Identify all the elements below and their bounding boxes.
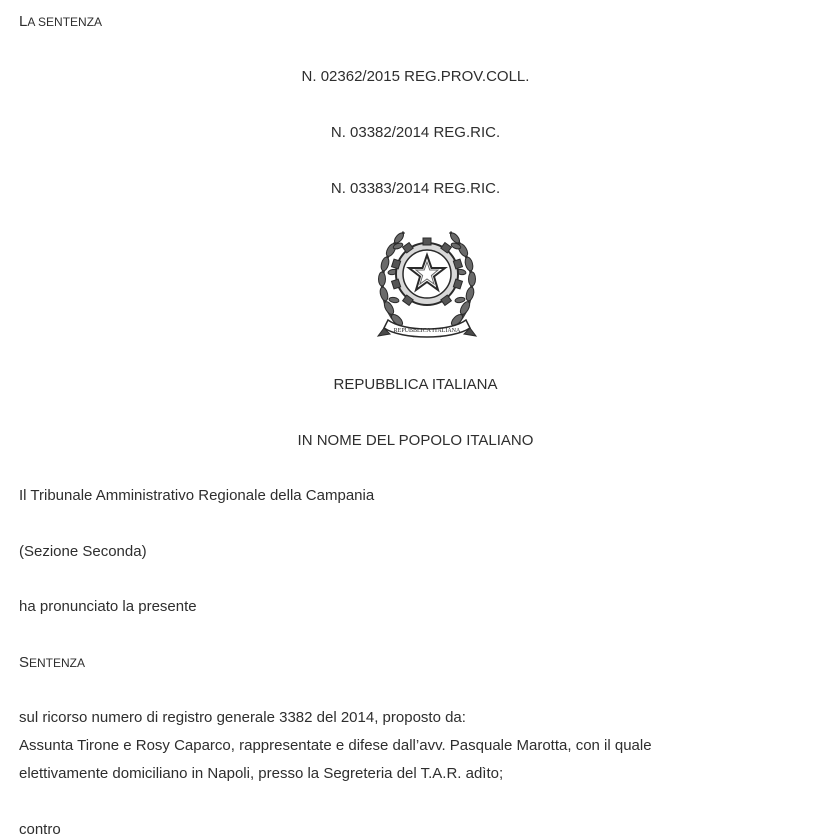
ref-ric-2: N. 03383/2014 REG.RIC.: [330, 180, 501, 197]
section-name: (Sezione Seconda): [19, 543, 147, 560]
ricorso-line: sul ricorso numero di registro generale 3382 del 2014, proposto da:: [19, 709, 466, 726]
republic-title: REPUBBLICA ITALIANA: [333, 376, 498, 393]
sentenza-initial: S: [19, 654, 30, 671]
parties-line-2: elettivamente domiciliano in Napoli, presso la Segreteria del T.A.R. adìto;: [19, 765, 504, 782]
ref-prov-coll: N. 02362/2015 REG.PROV.COLL.: [301, 68, 530, 85]
italian-republic-emblem-icon: [374, 224, 480, 344]
sentenza-rest: ENTENZA: [29, 656, 86, 670]
heading-initial: L: [19, 13, 28, 30]
sentenza-heading: [19, 653, 85, 673]
document-heading: [19, 12, 102, 32]
tribunal-name: Il Tribunale Amministrativo Regionale della Campania: [19, 487, 375, 504]
contro-text: contro: [19, 821, 61, 838]
heading-rest: A SENTENZA: [27, 15, 103, 29]
emblem-ribbon-text: REPUBBLICA ITALIANA: [393, 328, 461, 334]
ref-ric-1: N. 03382/2014 REG.RIC.: [330, 124, 501, 141]
in-nome-del-popolo: IN NOME DEL POPOLO ITALIANO: [297, 432, 534, 449]
pronounced-text: ha pronunciato la presente: [19, 598, 197, 615]
parties-line-1: Assunta Tirone e Rosy Caparco, rappresentate e difese dall’avv. Pasquale Marotta, con il quale: [19, 737, 652, 754]
